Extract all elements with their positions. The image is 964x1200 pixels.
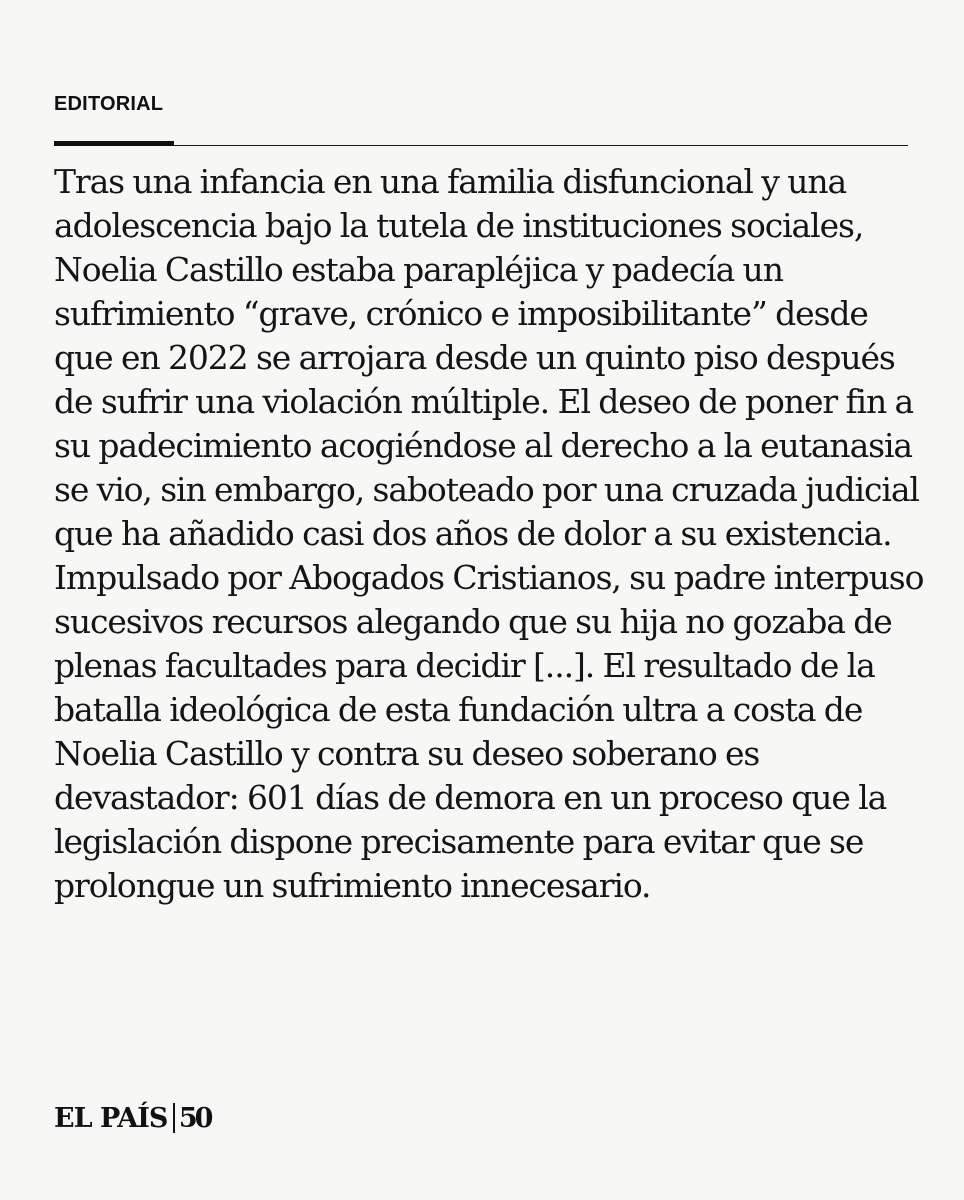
logo-anniversary-number: 50 bbox=[178, 1102, 211, 1134]
header-divider bbox=[54, 145, 908, 146]
header-accent-bar bbox=[54, 141, 174, 146]
logo-brand: EL PAÍS bbox=[54, 1102, 168, 1134]
editorial-body: Tras una infancia en una familia disfuncional y una adolescencia bajo la tutela de instituciones sociales, Noelia Castillo estaba parapléjica y padecía un sufrimiento “grave, crónico e imposibilitante” desde que en 2022 se arrojara desde un quinto piso después de sufrir una violación múltiple. El deseo de poner fin a su padecimiento acogiéndose al derecho a la eutanasia se vio, sin embargo, saboteado por una cruzada judicial que ha añadido casi dos años de dolor a su existencia. Impulsado por Abogados Cristianos, su padre interpuso sucesivos recursos alegando que su hija no gozaba de plenas facultades para decidir [...]. El resultado de la batalla ideológica de esta fundación ultra a costa de Noelia Castillo y contra su deseo soberano es devastador: 601 días de demora en un proceso que la legislación dispone precisamente para evitar que se prolongue un sufrimiento innecesario. bbox=[54, 162, 924, 905]
logo-separator bbox=[173, 1103, 175, 1133]
el-pais-50-logo bbox=[54, 1098, 210, 1138]
section-label: EDITORIAL bbox=[54, 93, 164, 115]
